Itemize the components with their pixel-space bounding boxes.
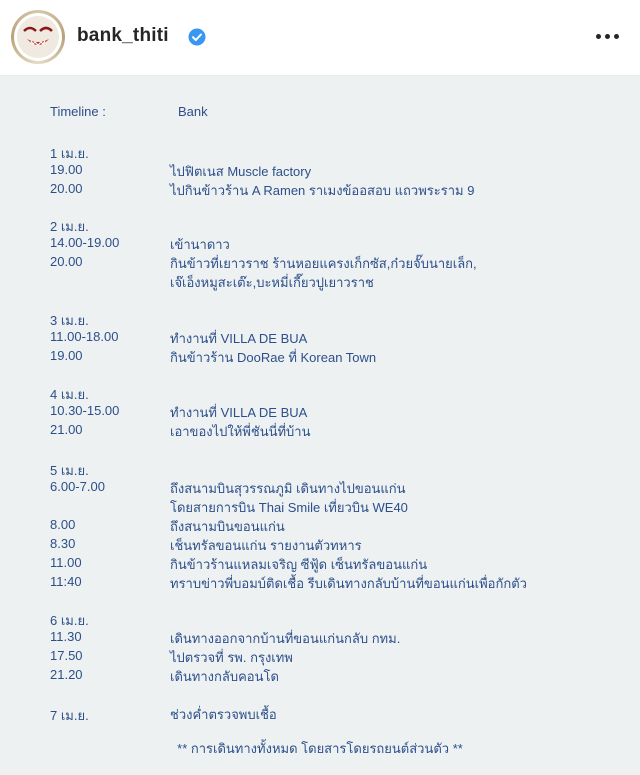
event-time: 11.30 [50,629,82,644]
avatar[interactable] [11,10,65,64]
event-row [0,536,640,555]
event-row [0,162,640,181]
event-time: 19.00 [50,162,83,177]
event-desc: กินข้าวร้าน DooRae ที่ Korean Town [170,350,377,365]
day-date: 7 เม.ย. [50,708,89,723]
day-date: 4 เม.ย. [50,387,89,402]
event-row [0,517,640,536]
day-date: 6 เม.ย. [50,613,89,628]
event-row [0,629,640,648]
event-desc: ทำงานที่ VILLA DE BUA [170,405,308,420]
day-date: 5 เม.ย. [50,463,89,478]
joker-face-icon [17,16,59,58]
event-row [0,574,640,593]
event-row [0,422,640,441]
event-time: 17.50 [50,648,83,663]
username[interactable]: bank_thiti [77,25,169,46]
day-date: 1 เม.ย. [50,146,89,161]
more-options-icon[interactable] [590,25,624,47]
event-row [0,667,640,686]
event-desc: ช่วงค่ำตรวจพบเชื้อ [170,707,277,722]
event-desc: เดินทางออกจากบ้านที่ขอนแก่นกลับ กทม. [170,631,401,646]
event-desc: กินข้าวที่เยาวราช ร้านหอยแครงเก็กซัส,ก๋วยจั๊บนายเล็ก, เจ๊เอ็งหมูสะเต๊ะ,บะหมี่เกี๊ยวปูเยาวราช [170,256,477,290]
event-desc: เดินทางกลับคอนโด [170,669,279,684]
post-header [0,0,640,76]
event-row [0,329,640,348]
event-time: 6.00-7.00 [50,479,105,494]
event-desc: ถึงสนามบินขอนแก่น [170,519,285,534]
event-time: 8.30 [50,536,76,551]
event-desc: ไปกินข้าวร้าน A Ramen ราเมงข้ออสอบ แถวพระราม 9 [170,183,475,198]
event-desc: ไปตรวจที่ รพ. กรุงเทพ [170,650,293,665]
event-time: 19.00 [50,348,83,363]
event-time: 10.30-15.00 [50,403,120,418]
event-row [0,254,640,290]
post-image [0,76,640,775]
event-time: 11.00 [50,555,82,570]
event-desc: ทำงานที่ VILLA DE BUA [170,331,308,346]
day-date: 2 เม.ย. [50,219,89,234]
event-row [0,348,640,367]
event-desc: ไปฟิตเนส Muscle factory [170,164,312,179]
footer-note: ** การเดินทางทั้งหมด โดยสารโดยรถยนต์ส่วนตัว ** [177,741,463,756]
person-label: Bank [178,104,208,119]
event-row [0,181,640,200]
event-time: 8.00 [50,517,76,532]
event-time: 20.00 [50,254,83,269]
event-row [0,235,640,254]
event-row [0,555,640,574]
event-time: 21.00 [50,422,83,437]
event-time: 11:40 [50,574,82,589]
day-date: 3 เม.ย. [50,313,89,328]
event-desc: กินข้าวร้านแหลมเจริญ ซีฟู้ด เซ็นทรัลขอนแก่น [170,557,428,572]
event-desc: เช็นทรัลขอนแก่น รายงานตัวทหาร [170,538,362,553]
verified-badge-icon [188,28,206,46]
event-time: 11.00-18.00 [50,329,119,344]
event-row [0,403,640,422]
event-time: 21.20 [50,667,83,682]
event-row [0,479,640,515]
event-desc: เอาของไปให้พี่ชันนี่ที่บ้าน [170,424,311,439]
event-time: 14.00-19.00 [50,235,120,250]
event-desc: ทราบข่าวพี่บอมบ์ติดเชื้อ รีบเดินทางกลับบ้านที่ขอนแก่นเพื่อกักตัว [170,576,527,591]
timeline-label: Timeline : [50,104,106,119]
event-row [0,648,640,667]
event-time: 20.00 [50,181,83,196]
event-desc: เข้านาดาว [170,237,230,252]
event-desc: ถึงสนามบินสุวรรณภูมิ เดินทางไปขอนแก่น โดยสายการบิน Thai Smile เที่ยวบิน WE40 [170,481,408,515]
